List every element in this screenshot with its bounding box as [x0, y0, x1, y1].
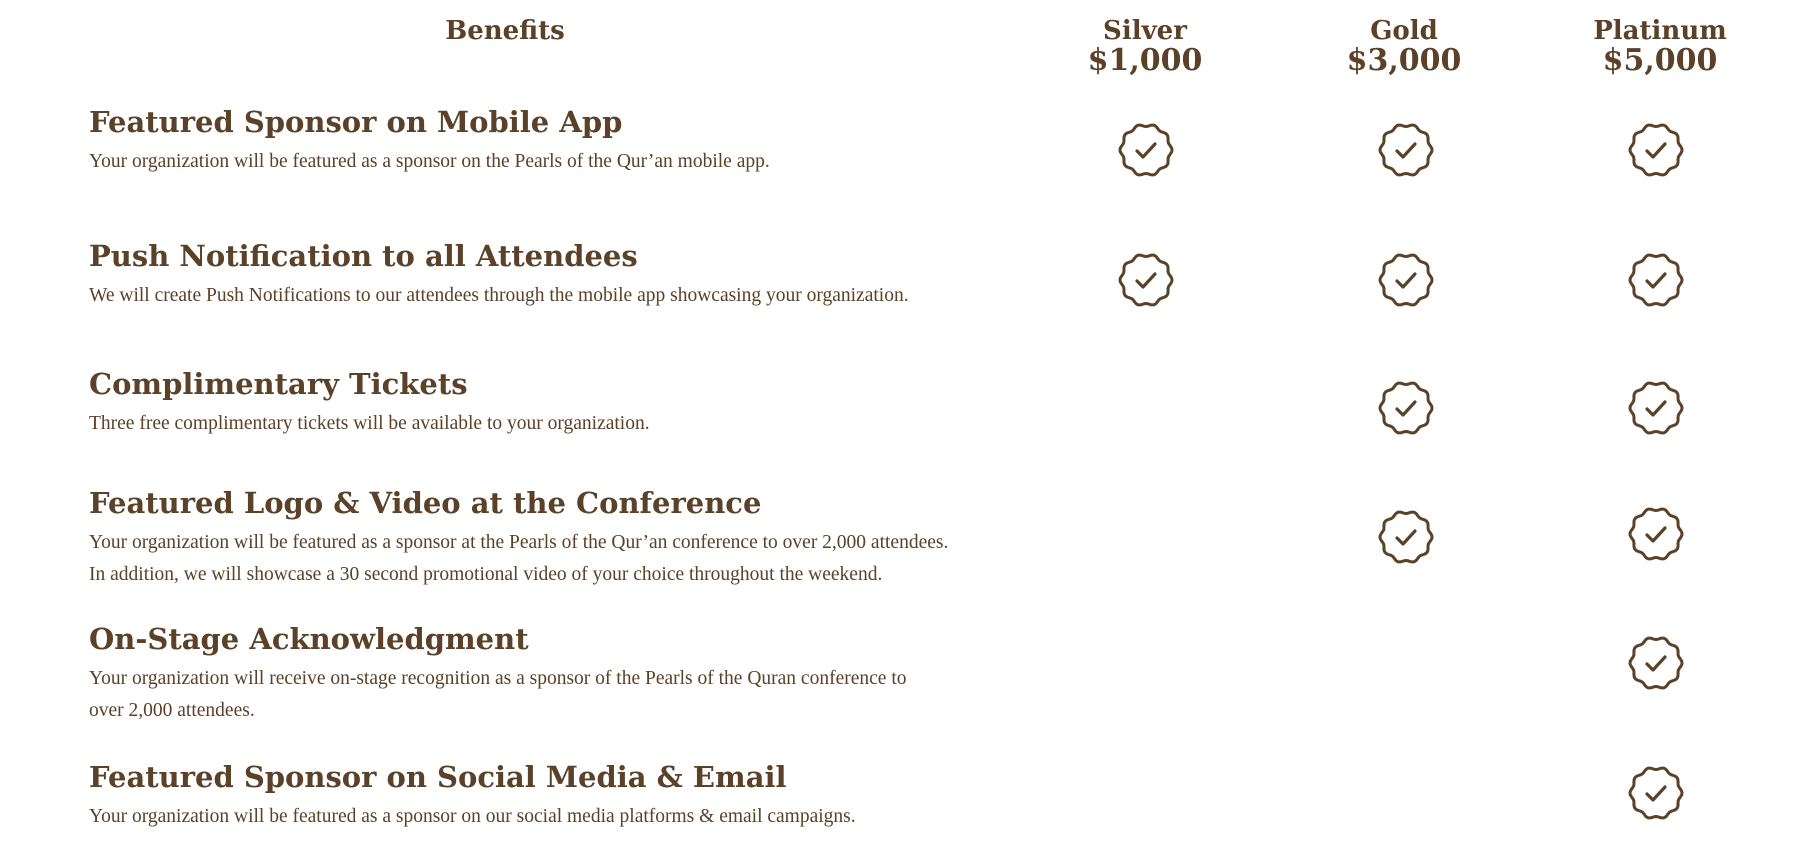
- benefit-description: [89, 801, 1029, 833]
- benefit-description: [89, 663, 1029, 727]
- tier-name: Gold: [1370, 16, 1438, 46]
- platinum-check-cell: [1628, 635, 1684, 691]
- benefit-description: [89, 280, 1029, 312]
- tier-price: $5,000: [1602, 43, 1718, 78]
- benefit-title: On-Stage Acknowledgment: [89, 622, 529, 656]
- badge-check-icon: [1628, 122, 1684, 178]
- gold-check-cell: [1378, 380, 1434, 436]
- benefit-description-line: In addition, we will showcase a 30 second promotional video of your choice throughout the weekend.: [89, 564, 883, 585]
- benefit-description-line: Your organization will receive on-stage recognition as a sponsor of the Pearls of the Quran conference to: [89, 668, 907, 689]
- benefit-text: [89, 621, 1029, 727]
- benefit-text: [89, 366, 1029, 440]
- badge-check-icon: [1378, 380, 1434, 436]
- silver-check-cell: [1118, 252, 1174, 308]
- tier-name: Silver: [1103, 16, 1187, 46]
- benefits-header: Benefits: [445, 16, 565, 46]
- benefit-description-line: We will create Push Notifications to our attendees through the mobile app showcasing your organization.: [89, 285, 909, 306]
- badge-check-icon: [1628, 765, 1684, 821]
- silver-check-cell: [1118, 635, 1174, 691]
- benefit-title: Featured Logo & Video at the Conference: [89, 486, 762, 520]
- benefit-description-line: Your organization will be featured as a sponsor on our social media platforms & email campaigns.: [89, 806, 856, 827]
- benefit-description-line: Three free complimentary tickets will be available to your organization.: [89, 413, 650, 434]
- badge-check-icon: [1378, 252, 1434, 308]
- badge-check-icon: [1378, 509, 1434, 565]
- benefit-text: [89, 485, 1029, 591]
- benefit-description-line: over 2,000 attendees.: [89, 700, 255, 721]
- silver-check-cell: [1118, 509, 1174, 565]
- benefit-title: Complimentary Tickets: [89, 367, 468, 401]
- benefit-text: [89, 104, 1029, 178]
- badge-check-icon: [1628, 252, 1684, 308]
- badge-check-icon: [1628, 635, 1684, 691]
- benefit-description-line: Your organization will be featured as a sponsor on the Pearls of the Qur’an mobile app.: [89, 151, 770, 172]
- gold-check-cell: [1378, 765, 1434, 821]
- benefit-title: Featured Sponsor on Social Media & Email: [89, 760, 787, 794]
- platinum-check-cell: [1628, 380, 1684, 436]
- gold-check-cell: [1378, 122, 1434, 178]
- tier-price: $1,000: [1087, 43, 1203, 78]
- gold-check-cell: [1378, 635, 1434, 691]
- tier-header-gold: [1304, 16, 1504, 76]
- platinum-check-cell: [1628, 765, 1684, 821]
- silver-check-cell: [1118, 380, 1174, 436]
- platinum-check-cell: [1628, 122, 1684, 178]
- silver-check-cell: [1118, 765, 1174, 821]
- badge-check-icon: [1628, 380, 1684, 436]
- tier-price: $3,000: [1346, 43, 1462, 78]
- benefit-description: [89, 527, 1029, 591]
- benefit-text: [89, 759, 1029, 833]
- badge-check-icon: [1118, 122, 1174, 178]
- benefit-title: Push Notification to all Attendees: [89, 239, 638, 273]
- platinum-check-cell: [1628, 506, 1684, 562]
- benefit-title: Featured Sponsor on Mobile App: [89, 105, 623, 139]
- tier-header-platinum: [1560, 16, 1760, 76]
- benefit-description-line: Your organization will be featured as a sponsor at the Pearls of the Qur’an conference to over 2,000 attendees.: [89, 532, 949, 553]
- tier-name: Platinum: [1593, 16, 1727, 46]
- gold-check-cell: [1378, 252, 1434, 308]
- badge-check-icon: [1378, 122, 1434, 178]
- benefit-description: [89, 146, 1029, 178]
- tier-header-silver: [1045, 16, 1245, 76]
- gold-check-cell: [1378, 509, 1434, 565]
- benefit-text: [89, 238, 1029, 312]
- badge-check-icon: [1118, 252, 1174, 308]
- benefit-description: [89, 408, 1029, 440]
- silver-check-cell: [1118, 122, 1174, 178]
- platinum-check-cell: [1628, 252, 1684, 308]
- badge-check-icon: [1628, 506, 1684, 562]
